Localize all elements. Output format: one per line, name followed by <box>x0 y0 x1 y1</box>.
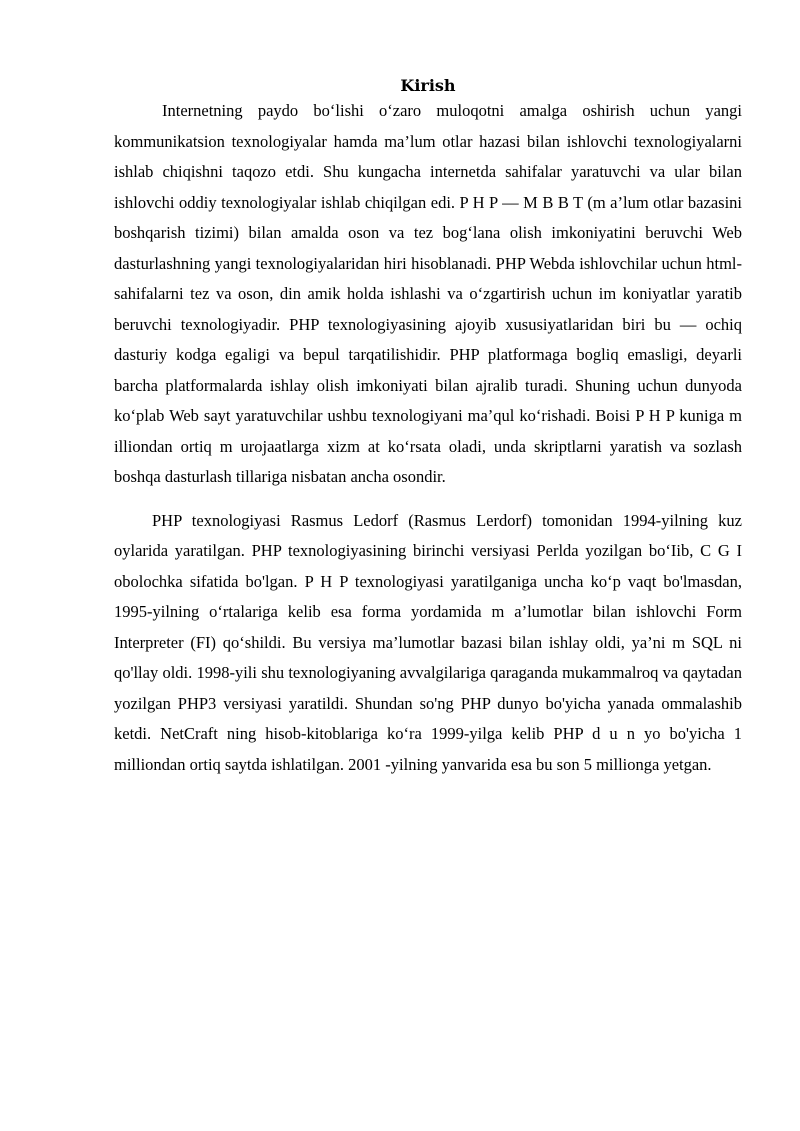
paragraph-intro: Internetning paydo bo‘lishi o‘zaro muloqotni amalga oshirish uchun yangi kommunikatsion texnologiyalar hamda ma’lum otlar hazasi bilan ishlovchi texnologiyalarni ishlab chiqishni taqozo etdi. Shu kungacha internetda sahifalar yaratuvchi va ular bilan ishlovchi oddiy texnologiyalar ishlab chiqilgan edi. P H P — M B B T (m a’lum otlar bazasini boshqarish tizimi) bilan amalda oson va tez bog‘lana olish imkoniyatini beruvchi Web dasturlashning yangi texnologiyalaridan hiri hisoblanadi. PHP Webda ishlovchilar uchun html-sahifalarni tez va oson, din amik holda ishlashi va o‘zgartirish uchun im koniyatlar yaratib beruvchi texnologiyadir. PHP texnologiyasining ajoyib xususiyatlaridan biri bu — ochiq dasturiy kodga egaligi va bepul tarqatilishidir. PHP platformaga bogliq emasligi, deyarli barcha platformalarda ishlay olish imkoniyati bilan ajralib turadi. Shuning uchun dunyoda ko‘plab Web sayt yaratuvchilar ushbu texnologiyani ma’qul ko‘rishadi. Boisi P H P kuniga m illiondan ortiq m urojaatlarga xizm at ko‘rsata oladi, unda skriptlarni yaratish va sozlash boshqa dasturlash tillariga nisbatan ancha osondir. <box>114 101 742 486</box>
page-title: Kirish <box>400 76 456 95</box>
document-page <box>114 76 742 780</box>
paragraph-history: PHP texnologiyasi Rasmus Ledorf (Rasmus Lerdorf) tomonidan 1994-yilning kuz oylarida yaratilgan. PHP texnologiyasining birinchi versiyasi Perlda yozilgan bo‘Iib, C G I obolochka sifatida bo'lgan. P H P texnologiyasi yaratilganiga uncha ko‘p vaqt bo'lmasdan, 1995-yilning o‘rtalariga kelib esa forma yordamida m a’lumotlar bilan ishlovchi Form Interpreter (FI) qo‘shildi. Bu versiya ma’lumotlar bazasi bilan ishlay oldi, ya’ni m SQL ni qo'llay oldi. 1998-yili shu texnologiyaning avvalgilariga qaraganda mukammalroq va qaytadan yozilgan PHP3 versiyasi yaratildi. Shundan so'ng PHP dunyo bo'yicha yanada ommalashib ketdi. NetCraft ning hisob-kitoblariga ko‘ra 1999-yilga kelib PHP d u n yo bo'yicha 1 milliondan ortiq saytda ishlatilgan. 2001 -yilning yanvarida esa bu son 5 millionga yetgan. <box>114 510 742 774</box>
